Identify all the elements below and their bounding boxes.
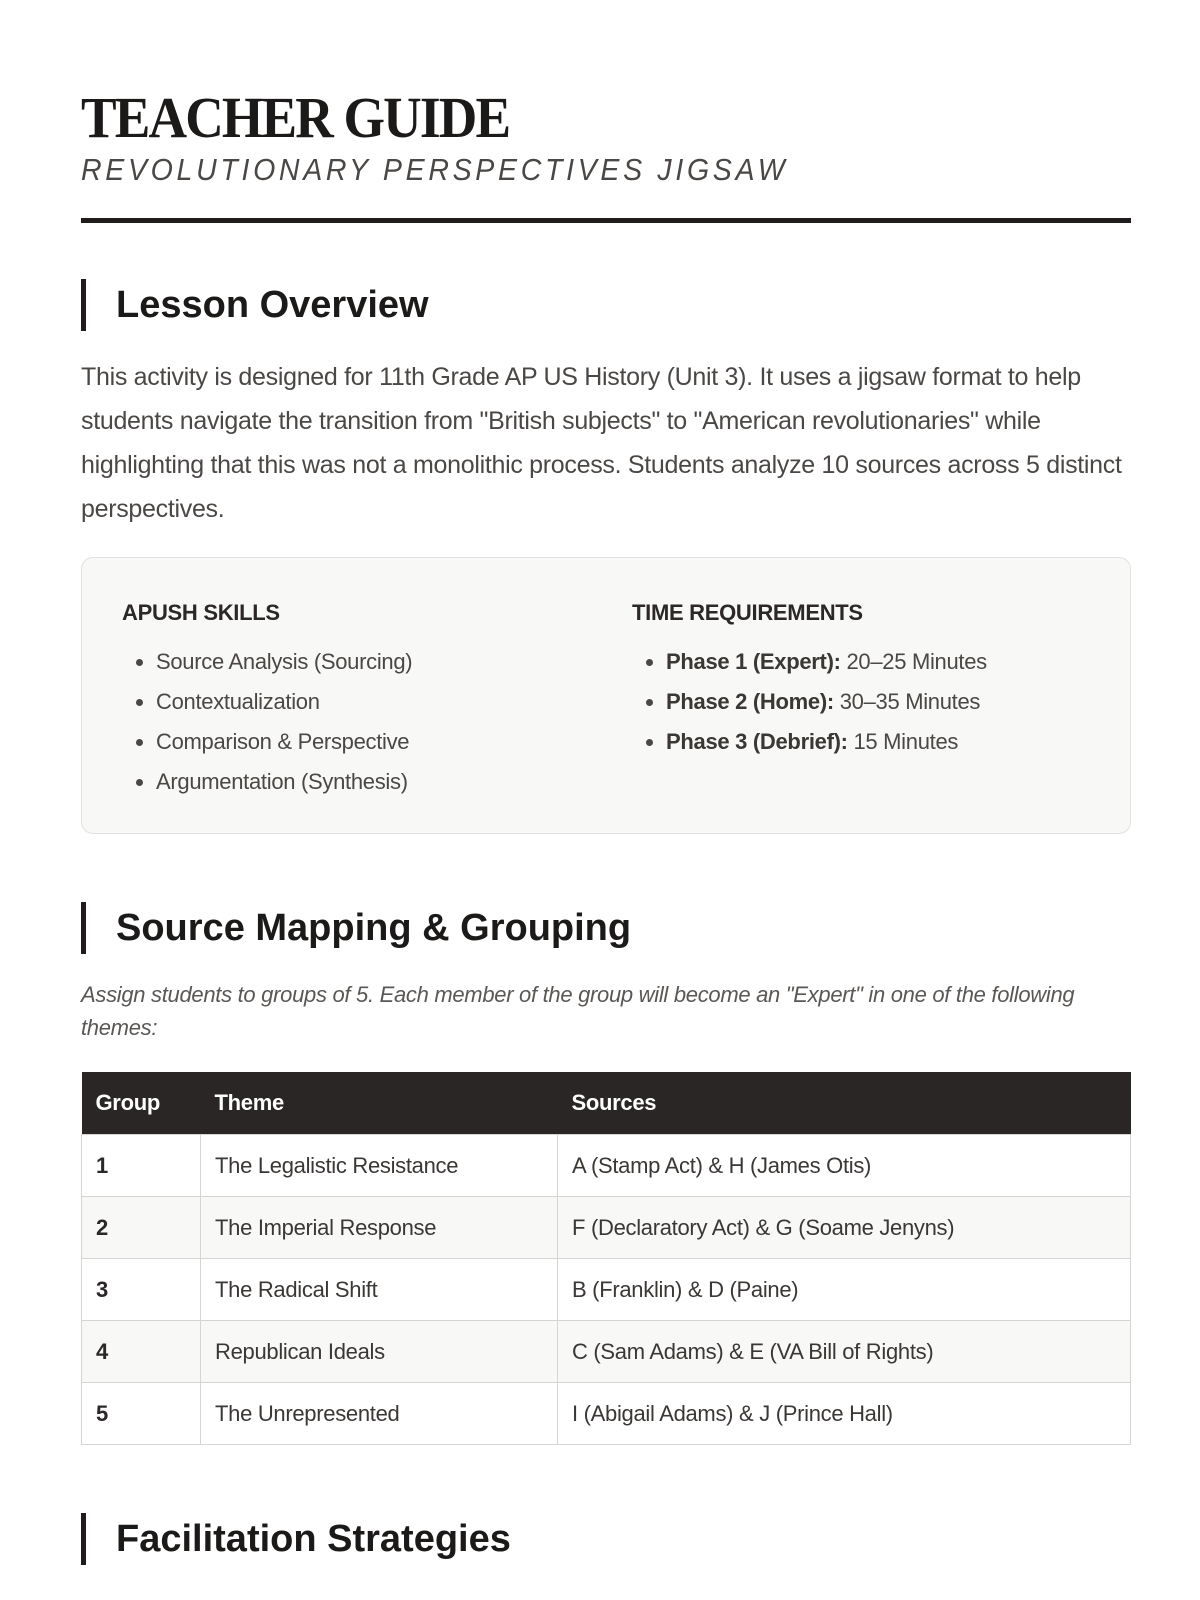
lesson-overview-heading: Lesson Overview — [81, 279, 1131, 331]
group-cell: 3 — [82, 1259, 201, 1321]
phase-label: Phase 2 (Home): — [666, 689, 834, 714]
source-mapping-intro: Assign students to groups of 5. Each member of the group will become an "Expert" in one of the following themes: — [81, 982, 1075, 1040]
table-row — [82, 1321, 1131, 1383]
phase-duration: 30–35 Minutes — [833, 689, 981, 714]
sources-cell: I (Abigail Adams) & J (Prince Hall) — [558, 1383, 1131, 1445]
lesson-overview-paragraph: This activity is designed for 11th Grade AP US History (Unit 3). It uses a jigsaw format to help students navigate the transition from "British subjects" to "American revolutionaries" while highlighting that this was not a monolithic process. Students analyze 10 sources across 5 distinct perspectives. — [81, 363, 1122, 523]
source-mapping-heading: Source Mapping & Grouping — [81, 902, 1131, 954]
time-item — [666, 722, 987, 762]
group-cell: 2 — [82, 1197, 201, 1259]
apush-skills-column — [122, 600, 412, 802]
skill-item: • Source Analysis (Sourcing) — [156, 642, 412, 682]
time-requirements-column — [632, 600, 987, 762]
skills-time-box — [81, 557, 1131, 834]
table-row — [82, 1259, 1131, 1321]
phase-label: Phase 3 (Debrief): — [666, 729, 848, 754]
phase-duration: 20–25 Minutes — [840, 649, 987, 674]
facilitation-strategies-heading: Facilitation Strategies — [81, 1513, 1131, 1565]
table-row — [82, 1197, 1131, 1259]
group-cell: 4 — [82, 1321, 201, 1383]
theme-cell: The Unrepresented — [201, 1383, 558, 1445]
skill-item: • Argumentation (Synthesis) — [156, 762, 412, 802]
table-header-row — [82, 1072, 1131, 1135]
apush-skills-heading: APUSH SKILLS — [122, 600, 280, 625]
sources-cell: C (Sam Adams) & E (VA Bill of Rights) — [558, 1321, 1131, 1383]
apush-skills-list — [122, 642, 412, 802]
sources-cell: F (Declaratory Act) & G (Soame Jenyns) — [558, 1197, 1131, 1259]
group-cell: 5 — [82, 1383, 201, 1445]
time-requirements-list — [632, 642, 987, 762]
table-row — [82, 1135, 1131, 1197]
sources-cell: A (Stamp Act) & H (James Otis) — [558, 1135, 1131, 1197]
theme-cell: The Legalistic Resistance — [201, 1135, 558, 1197]
source-mapping-table — [81, 1072, 1131, 1445]
sources-cell: B (Franklin) & D (Paine) — [558, 1259, 1131, 1321]
time-item — [666, 642, 987, 682]
header-divider — [81, 218, 1131, 223]
theme-cell: The Radical Shift — [201, 1259, 558, 1321]
time-item — [666, 682, 987, 722]
page-title: TEACHER GUIDE — [81, 85, 510, 150]
theme-cell: Republican Ideals — [201, 1321, 558, 1383]
column-header-sources: Sources — [558, 1072, 1131, 1135]
column-header-group: Group — [82, 1072, 201, 1135]
skill-item: • Contextualization — [156, 682, 412, 722]
page-subtitle: REVOLUTIONARY PERSPECTIVES JIGSAW — [81, 152, 789, 187]
skill-item: • Comparison & Perspective — [156, 722, 412, 762]
theme-cell: The Imperial Response — [201, 1197, 558, 1259]
time-requirements-heading: TIME REQUIREMENTS — [632, 600, 863, 625]
teacher-guide-page — [81, 0, 1131, 1565]
group-cell: 1 — [82, 1135, 201, 1197]
phase-duration: 15 Minutes — [847, 729, 959, 754]
column-header-theme: Theme — [201, 1072, 558, 1135]
table-row — [82, 1383, 1131, 1445]
phase-label: Phase 1 (Expert): — [666, 649, 841, 674]
